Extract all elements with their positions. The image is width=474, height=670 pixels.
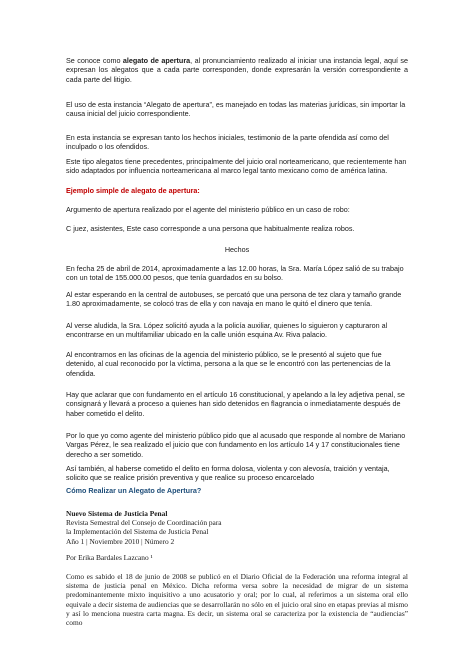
intro-text-rest: , al pronunciamiento realizado al iniciar una instancia legal, aquí se expresan los alegatos que a cada parte corresponden, donde expresarán la versión correspondiente a cada parte del litigio. — [66, 56, 409, 84]
precedentes-paragraph: Este tipo alegatos tiene precedentes, principalmente del juicio oral norteamericano, que recientemente han sido adaptados por influencia norteamericana al marco legal tanto mexicano como de américa latina. — [66, 157, 407, 176]
aclarar-paragraph: Hay que aclarar que con fundamento en el artículo 16 constitucional, y apelando a la ley adjetiva penal, se consignará y llevará a proceso a quienes han sido detenidos en flagrancia o inmediatamente después de haber cometido el delito. — [66, 390, 405, 418]
article-body: Como es sabido el 18 de junio de 2008 se publicó en el Diario Oficial de la Federación una reforma integral al sistema de justicia penal en México. Dicha reforma versa sobre la necesidad de migrar de un sistema predominantemente mixto inquisitivo a uno acusatorio y oral; por lo cual, al referirnos a un sistema oral ello equivale a decir sistema de audiencias que se desarrollarán no sólo en el juicio oral sino en etapas previas al mismo y así lo menciona nuestra carta magna. Es decir, un sistema oral se caracteriza por la existencia de “audiencias” como — [66, 572, 408, 628]
como-realizar-heading: Cómo Realizar un Alegato de Apertura? — [66, 486, 202, 495]
hechos-title: Hechos — [224, 245, 250, 254]
oficinas-paragraph: Al encontrarnos en las oficinas de la agencia del ministerio público, se le presentó al sujeto que fue detenido, al cual reconocido por la víctima, persona a la que se le encontró con las pertenencias de la ofendida. — [66, 350, 391, 378]
intro-bold-term: alegato de apertura — [122, 56, 191, 65]
juez-paragraph: C juez, asistentes, Este caso corresponde a una persona que habitualmente realiza robos. — [66, 224, 355, 233]
article-author: Por Erika Bardales Lazcano ¹ — [66, 553, 153, 562]
argumento-paragraph: Argumento de apertura realizado por el agente del ministerio público en un caso de robo: — [66, 205, 350, 214]
uso-paragraph: El uso de esta instancia “Alegato de apertura”, es manejado en todas las materias jurídicas, sin importar la causa inicial del juicio correspondiente. — [66, 100, 406, 119]
agente-paragraph: Por lo que yo como agente del ministerio público pido que al acusado que responde al nombre de Mariano Vargas Pérez, le sea realizado el juicio que con fundamento en los artículo 14 y 17 constitucionales tiene derecho a ser sometido. — [66, 431, 406, 459]
intro-text: Se conoce como — [66, 56, 123, 65]
article-header — [66, 509, 408, 546]
article-subtitle-2: la Implementación del Sistema de Justicia Penal — [66, 527, 209, 537]
article-issue: Año 1 | Noviembre 2010 | Número 2 — [66, 536, 175, 546]
delito-paragraph: Así también, al haberse cometido el delito en forma dolosa, violenta y con alevosía, traición y ventaja, solicito que se realice prisión preventiva y que realice su proceso encarcelado — [66, 464, 390, 483]
fecha-paragraph: En fecha 25 de abril de 2014, aproximadamente a las 12.00 horas, la Sra. María López salió de su trabajo con un total de 155.000.00 pesos, que tenía guardados en su bolso. — [66, 264, 404, 283]
ejemplo-heading: Ejemplo simple de alegato de apertura: — [66, 186, 200, 195]
aludida-paragraph: Al verse aludida, la Sra. López solicitó ayuda a la policía auxiliar, quienes lo siguieron y capturaron al encontrarse en un multifamiliar ubicado en la calle unión esquina Av. Riva palacio. — [66, 321, 388, 340]
article-subtitle-1: Revista Semestral del Consejo de Coordinación para — [66, 518, 222, 528]
hechos-iniciales-paragraph: En esta instancia se expresan tanto los hechos iniciales, testimonio de la parte ofendida así como del inculpado o los ofendidos. — [66, 133, 389, 152]
central-paragraph: Al estar esperando en la central de autobuses, se percató que una persona de tez clara y tamaño grande 1.80 aproximadamente, se colocó tras de ella y con navaja en mano le quitó el dinero que tenía. — [66, 290, 402, 309]
article-title: Nuevo Sistema de Justicia Penal — [66, 509, 168, 518]
intro-paragraph — [66, 56, 408, 84]
